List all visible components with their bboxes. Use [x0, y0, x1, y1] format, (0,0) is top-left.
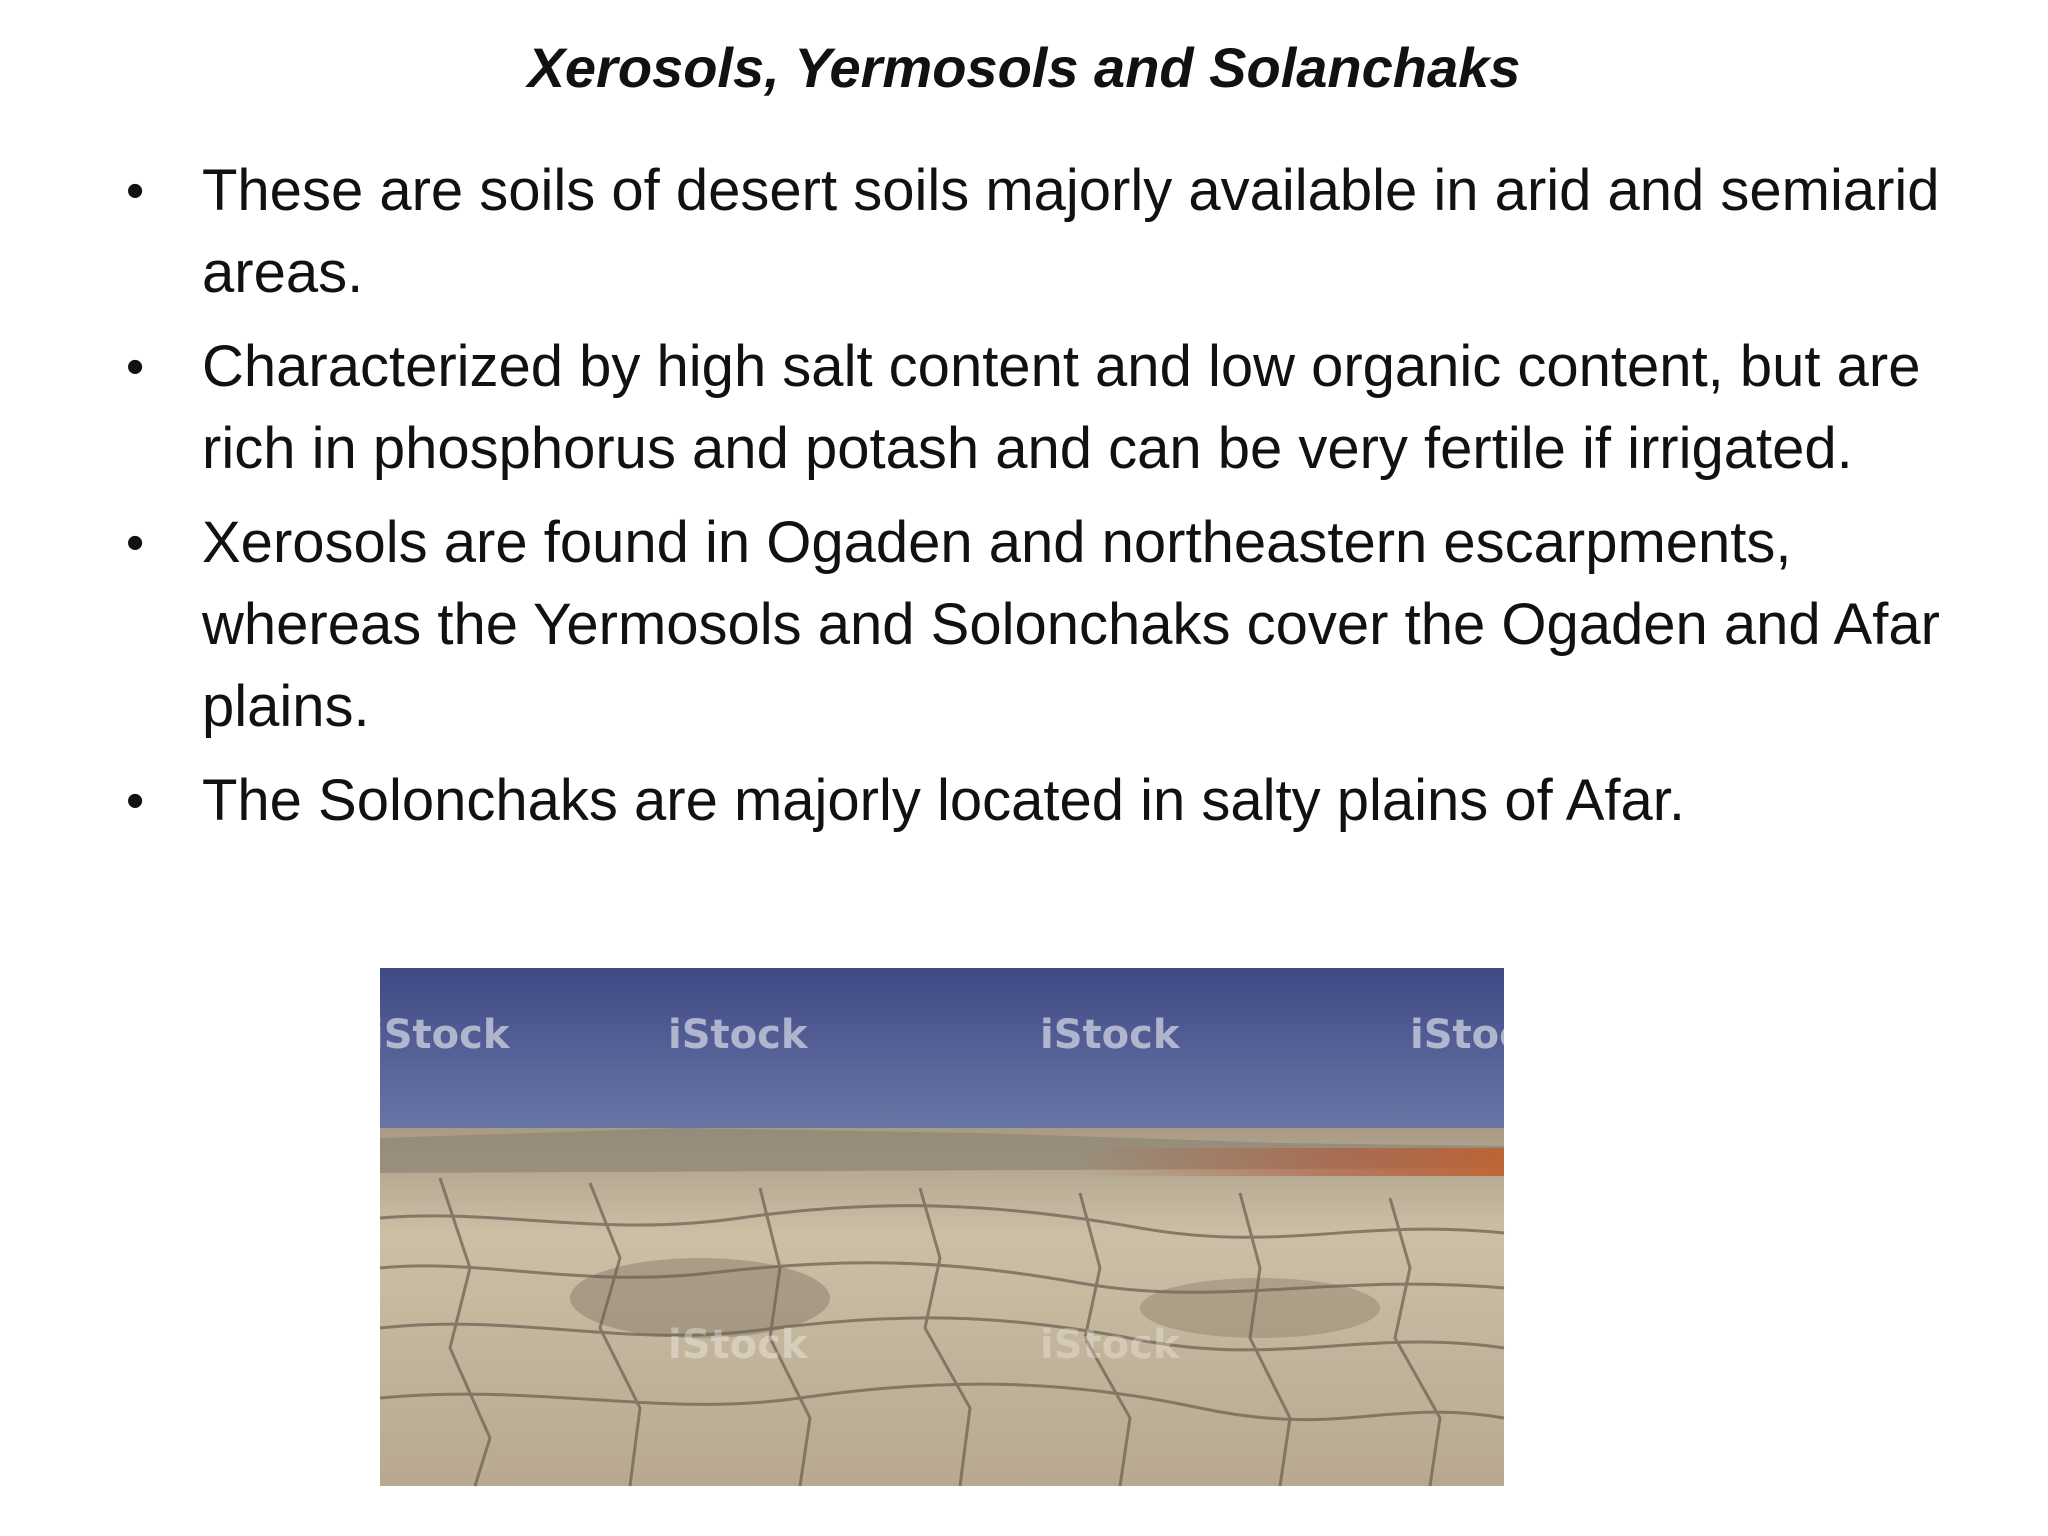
watermark-text: iStock [1040, 1322, 1180, 1368]
slide-title: Xerosols, Yermosols and Solanchaks [527, 36, 1521, 99]
rust-band [1080, 1148, 1504, 1176]
bullet-icon: • [126, 772, 145, 830]
bullet-list [120, 150, 1960, 854]
bullet-text: Xerosols are found in Ogaden and northeastern escarpments, whereas the Yermosols and Solonchaks cover the Ogaden and Afar plains. [202, 510, 1940, 739]
watermark-text: iStock [370, 1012, 510, 1058]
bullet-text: These are soils of desert soils majorly available in arid and semiarid areas. [202, 158, 1940, 305]
desert-landscape-photo [370, 968, 1550, 1486]
bullet-item [120, 760, 1960, 842]
bullet-item [120, 502, 1960, 748]
watermark-text: iStock [668, 1012, 808, 1058]
watermark-text: iStock [1410, 1012, 1550, 1058]
watermark-text: iStock [1040, 1012, 1180, 1058]
bullet-item [120, 326, 1960, 490]
bullet-icon: • [126, 338, 145, 396]
bullet-text: Characterized by high salt content and low organic content, but are rich in phosphorus and potash and can be very fertile if irrigated. [202, 334, 1921, 481]
photo-canvas [370, 968, 1550, 1486]
bullet-icon: • [126, 162, 145, 220]
sky [380, 968, 1504, 1148]
bullet-icon: • [126, 514, 145, 572]
watermark-text: iStock [668, 1322, 808, 1368]
bullet-text: The Solonchaks are majorly located in salty plains of Afar. [202, 768, 1685, 833]
bullet-item [120, 150, 1960, 314]
